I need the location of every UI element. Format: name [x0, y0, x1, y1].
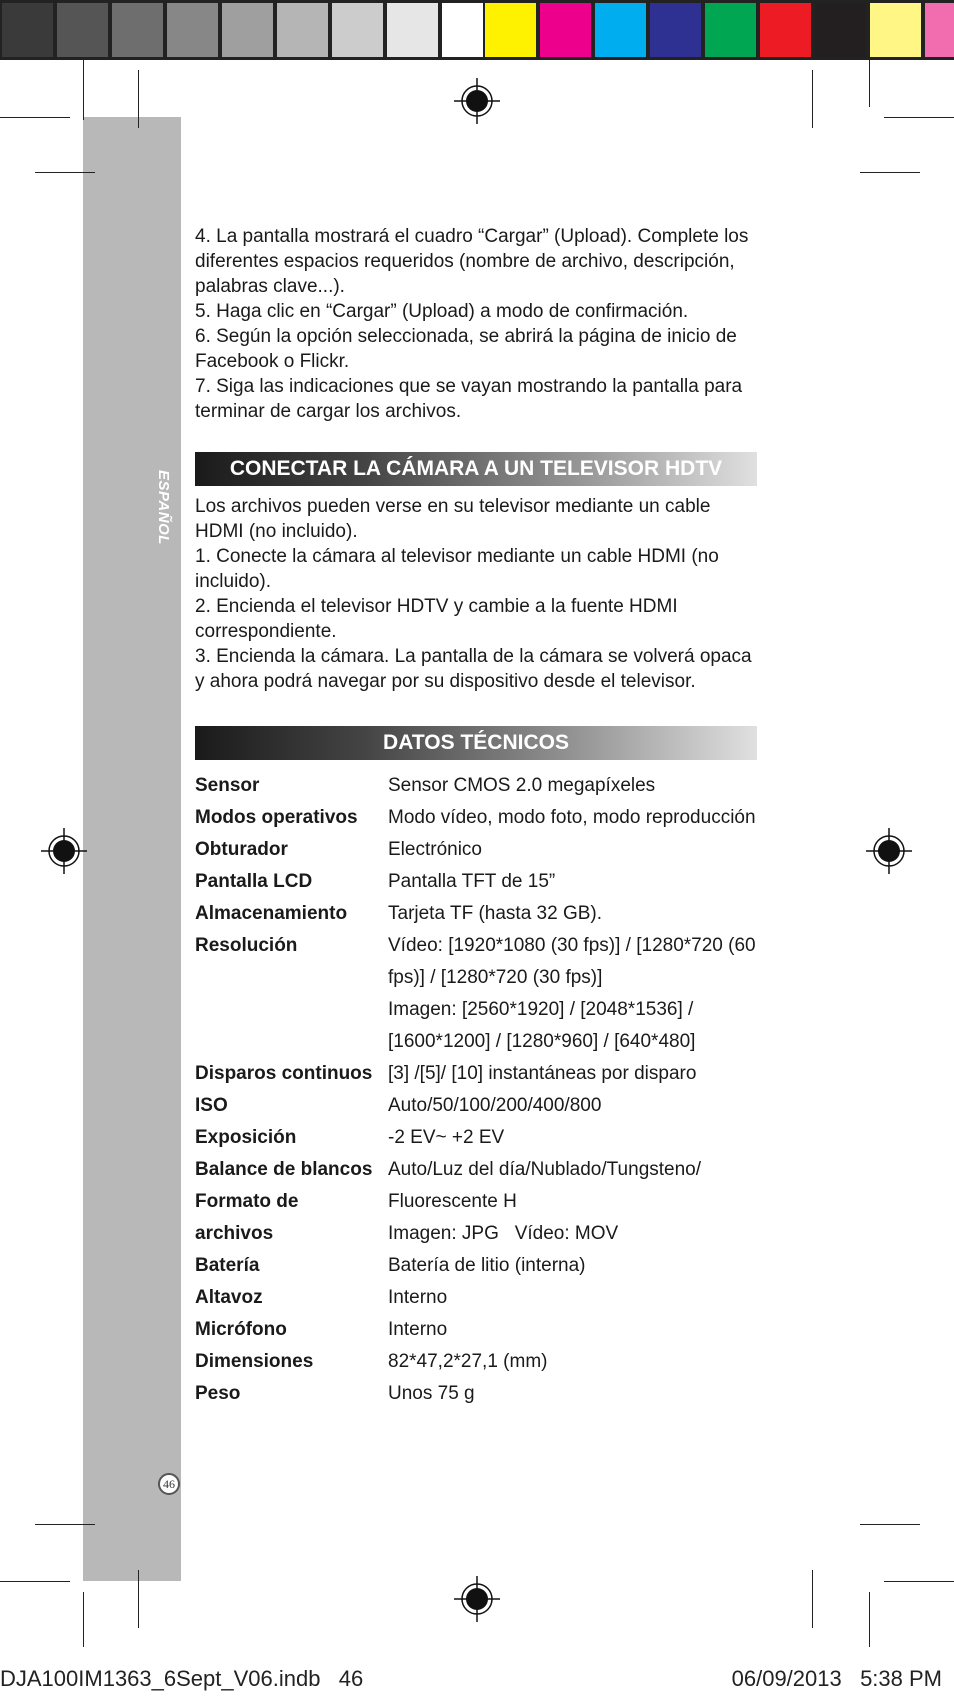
color-swatch — [648, 0, 703, 60]
spec-row — [195, 1058, 757, 1090]
crop-mark — [35, 1524, 95, 1525]
spec-label: Altavoz — [195, 1287, 263, 1308]
spec-value: Imagen: [2560*1920] / [2048*1536] / — [388, 999, 694, 1020]
color-swatch — [593, 0, 648, 60]
crop-mark — [0, 117, 70, 118]
spec-value: Modo vídeo, modo foto, modo reproducción — [388, 807, 756, 828]
spec-label: archivos — [195, 1223, 274, 1244]
spec-value: Imagen: JPG Vídeo: MOV — [388, 1223, 619, 1244]
color-swatch — [813, 0, 868, 60]
spec-label: Pantalla LCD — [195, 871, 313, 892]
spec-row — [195, 866, 757, 898]
upload-step: 4. La pantalla mostrará el cuadro “Cargar” (Upload). Complete los diferentes espacios requeridos (nombre de archivo, descripción, palabras clave...). — [195, 226, 749, 297]
spec-value: fps)] / [1280*720 (30 fps)] — [388, 967, 603, 988]
color-swatch — [868, 0, 923, 60]
hdtv-section-body — [195, 494, 757, 694]
gray-swatch — [0, 0, 55, 60]
registration-mark-icon — [866, 828, 912, 874]
spec-value: Electrónico — [388, 839, 482, 860]
spec-row — [195, 1250, 757, 1282]
spec-row — [195, 1122, 757, 1154]
registration-mark-icon — [454, 1576, 500, 1622]
spec-label: ISO — [195, 1095, 228, 1116]
upload-step: 6. Según la opción seleccionada, se abrirá la página de inicio de Facebook o Flickr. — [195, 326, 737, 372]
tech-specs-table — [195, 770, 757, 1410]
spec-value: Auto/50/100/200/400/800 — [388, 1095, 602, 1116]
spec-row — [195, 1186, 757, 1218]
spec-row — [195, 1026, 757, 1058]
spec-value: 82*47,2*27,1 (mm) — [388, 1351, 548, 1372]
crop-mark — [83, 1592, 84, 1647]
hdtv-paragraph: 3. Encienda la cámara. La pantalla de la cámara se volverá opaca y ahora podrá navegar por su dispositivo desde el televisor. — [195, 646, 752, 692]
crop-mark — [138, 1570, 139, 1628]
spec-label: Balance de blancos — [195, 1159, 373, 1180]
spec-label: Modos operativos — [195, 807, 358, 828]
spec-row — [195, 898, 757, 930]
spec-label: Disparos continuos — [195, 1063, 373, 1084]
spec-value: Interno — [388, 1319, 448, 1340]
registration-mark-icon — [41, 828, 87, 874]
spec-label: Dimensiones — [195, 1351, 314, 1372]
upload-step: 5. Haga clic en “Cargar” (Upload) a modo de confirmación. — [195, 301, 689, 322]
gray-swatch — [330, 0, 385, 60]
spec-row — [195, 1218, 757, 1250]
spec-value: Pantalla TFT de 15” — [388, 871, 556, 892]
language-sidebar — [83, 117, 181, 1581]
gray-swatch — [385, 0, 440, 60]
footer-file-name: DJA100IM1363_6Sept_V06.indb 46 — [0, 1666, 364, 1691]
spec-row — [195, 1346, 757, 1378]
spec-label: Exposición — [195, 1127, 297, 1148]
color-swatch — [758, 0, 813, 60]
spec-label: Resolución — [195, 935, 298, 956]
color-swatch — [483, 0, 538, 60]
spec-row — [195, 930, 757, 962]
spec-row — [195, 994, 757, 1026]
tech-section-heading: DATOS TÉCNICOS — [195, 726, 757, 760]
spec-row — [195, 770, 757, 802]
spec-label: Batería — [195, 1255, 260, 1276]
spec-value: Tarjeta TF (hasta 32 GB). — [388, 903, 603, 924]
spec-value: [3] /[5]/ [10] instantáneas por disparo — [388, 1063, 697, 1084]
upload-steps — [195, 224, 757, 424]
hdtv-paragraph: Los archivos pueden verse en su televisor mediante un cable HDMI (no incluido). — [195, 496, 711, 542]
cmyk-bar — [483, 0, 954, 60]
gray-swatch — [55, 0, 110, 60]
spec-label — [195, 1026, 388, 1058]
crop-mark — [35, 172, 95, 173]
page-number: 46 — [158, 1473, 180, 1495]
crop-mark — [860, 172, 920, 173]
spec-value: -2 EV~ +2 EV — [388, 1127, 505, 1148]
language-label: ESPAÑOL — [155, 470, 172, 545]
spec-value: Interno — [388, 1287, 448, 1308]
crop-mark — [869, 1592, 870, 1647]
spec-value: [1600*1200] / [1280*960] / [640*480] — [388, 1031, 696, 1052]
spec-label: Micrófono — [195, 1319, 287, 1340]
hdtv-section-heading: CONECTAR LA CÁMARA A UN TELEVISOR HDTV — [195, 452, 757, 486]
gray-swatch — [110, 0, 165, 60]
spec-value: Fluorescente H — [388, 1191, 517, 1212]
spec-label: Obturador — [195, 839, 288, 860]
spec-label: Peso — [195, 1383, 241, 1404]
color-swatch — [703, 0, 758, 60]
crop-mark — [83, 60, 84, 120]
crop-mark — [884, 1581, 954, 1582]
crop-mark — [0, 1581, 70, 1582]
crop-mark — [138, 70, 139, 128]
grayscale-bar — [0, 0, 495, 60]
spec-row — [195, 1378, 757, 1410]
spec-row — [195, 1314, 757, 1346]
spec-label — [195, 994, 388, 1026]
spec-row — [195, 802, 757, 834]
color-swatch — [538, 0, 593, 60]
hdtv-paragraph: 1. Conecte la cámara al televisor mediante un cable HDMI (no incluido). — [195, 546, 719, 592]
spec-value: Auto/Luz del día/Nublado/Tungsteno/ — [388, 1159, 702, 1180]
spec-value: Batería de litio (interna) — [388, 1255, 586, 1276]
gray-swatch — [275, 0, 330, 60]
manual-page-content — [195, 224, 757, 1410]
gray-swatch — [220, 0, 275, 60]
spec-value: Sensor CMOS 2.0 megapíxeles — [388, 775, 656, 796]
crop-mark — [884, 117, 954, 118]
upload-step: 7. Siga las indicaciones que se vayan mostrando la pantalla para terminar de cargar los archivos. — [195, 376, 743, 422]
footer-date-time: 06/09/2013 5:38 PM — [731, 1666, 942, 1691]
crop-mark — [812, 1570, 813, 1628]
crop-mark — [860, 1524, 920, 1525]
spec-label: Formato de — [195, 1191, 299, 1212]
hdtv-paragraph: 2. Encienda el televisor HDTV y cambie a la fuente HDMI correspondiente. — [195, 596, 678, 642]
crop-mark — [869, 60, 870, 107]
spec-row — [195, 834, 757, 866]
gray-swatch — [165, 0, 220, 60]
spec-label: Sensor — [195, 775, 260, 796]
color-swatch — [923, 0, 954, 60]
spec-row — [195, 1090, 757, 1122]
spec-value: Unos 75 g — [388, 1383, 475, 1404]
registration-mark-icon — [454, 78, 500, 124]
spec-label — [195, 962, 388, 994]
spec-row — [195, 1154, 757, 1186]
spec-row — [195, 1282, 757, 1314]
crop-mark — [812, 70, 813, 128]
spec-label: Almacenamiento — [195, 903, 348, 924]
spec-row — [195, 962, 757, 994]
spec-value: Vídeo: [1920*1080 (30 fps)] / [1280*720 (60 — [388, 935, 756, 956]
